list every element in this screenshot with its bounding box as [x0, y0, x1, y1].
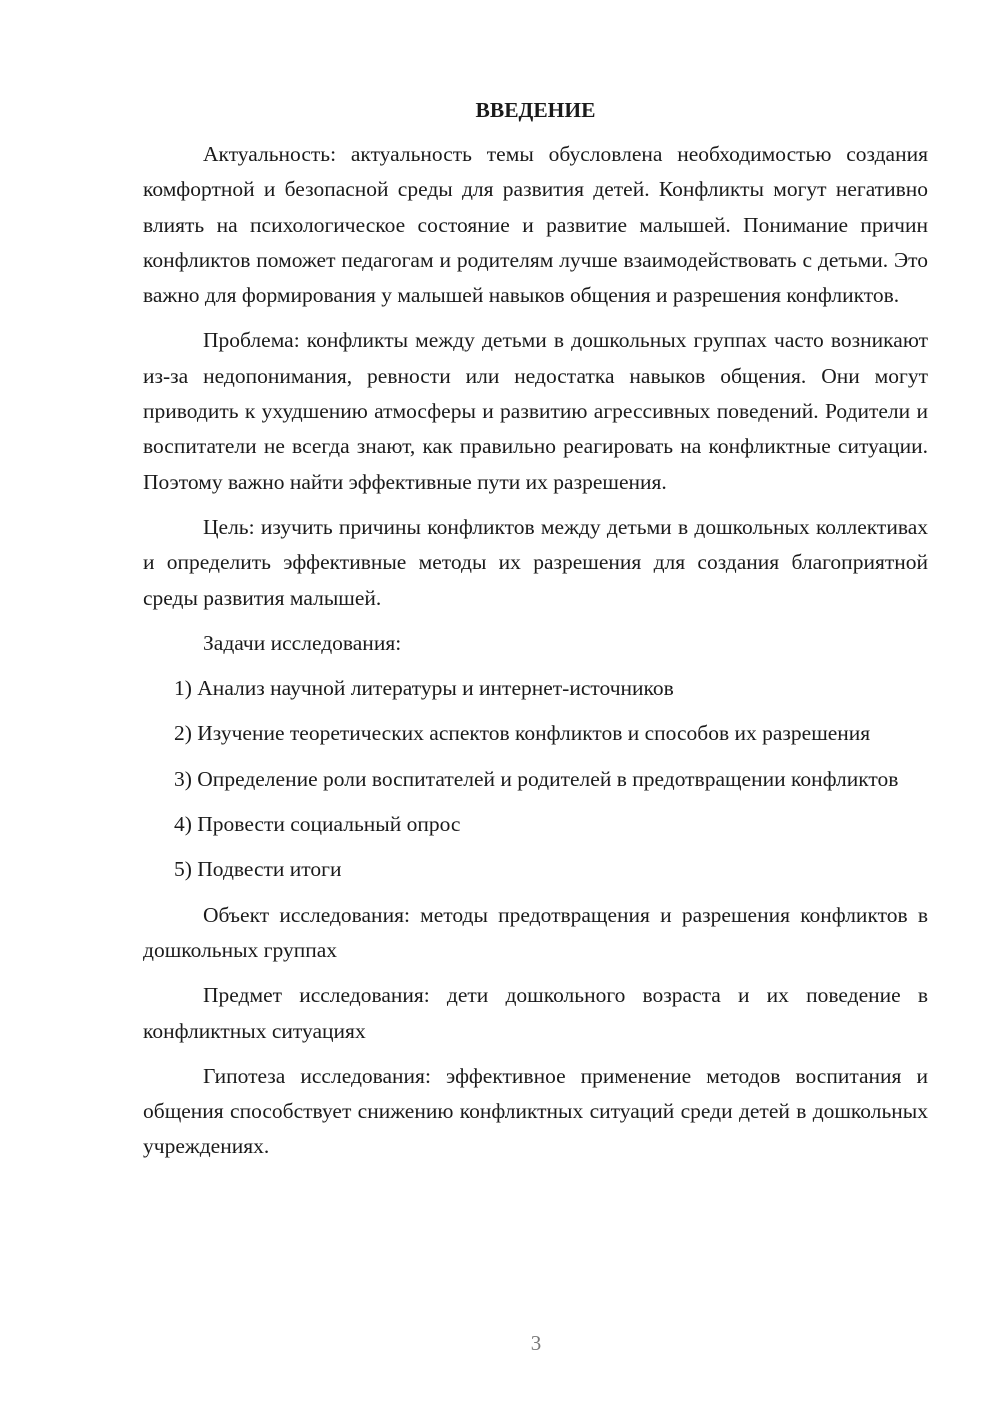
document-page	[143, 93, 928, 1175]
task-item-5: 5) Подвести итоги	[174, 857, 342, 882]
goal-paragraph: Цель: изучить причины конфликтов между детьми в дошкольных коллективах и определить эффективные методы их разрешения для создания благоприятной среды развития малышей.	[143, 514, 928, 610]
task-item-1: 1) Анализ научной литературы и интернет-источников	[174, 676, 674, 701]
problem-paragraph: Проблема: конфликты между детьми в дошкольных группах часто возникают из-за недопонимания, ревности или недостатка навыков общения. Они могут приводить к ухудшению атмосферы и развитию агрессивных поведений. Родители и воспитатели не всегда знают, как правильно реагировать на конфликтные ситуации. Поэтому важно найти эффективные пути их разрешения.	[143, 328, 928, 494]
relevance-paragraph: Актуальность: актуальность темы обусловлена необходимостью создания комфортной и безопасной среды для развития детей. Конфликты могут негативно влиять на психологическое состояние и развитие малышей. Понимание причин конфликтов поможет педагогам и родителям лучше взаимодействовать с детьми. Это важно для формирования у малышей навыков общения и разрешения конфликтов.	[143, 142, 928, 308]
task-item-4: 4) Провести социальный опрос	[174, 812, 461, 837]
page-number: 3	[530, 1331, 542, 1355]
task-item-2: 2) Изучение теоретических аспектов конфликтов и способов их разрешения	[174, 721, 871, 746]
subject-paragraph: Предмет исследования: дети дошкольного возраста и их поведение в конфликтных ситуациях	[143, 983, 928, 1043]
hypothesis-paragraph: Гипотеза исследования: эффективное применение методов воспитания и общения способствует снижению конфликтных ситуаций среди детей в дошкольных учреждениях.	[143, 1063, 928, 1159]
tasks-heading: Задачи исследования:	[203, 630, 402, 655]
object-paragraph: Объект исследования: методы предотвращения и разрешения конфликтов в дошкольных группах	[143, 902, 928, 962]
task-item-3: 3) Определение роли воспитателей и родителей в предотвращении конфликтов	[174, 766, 899, 791]
section-title: ВВЕДЕНИЕ	[475, 98, 596, 122]
